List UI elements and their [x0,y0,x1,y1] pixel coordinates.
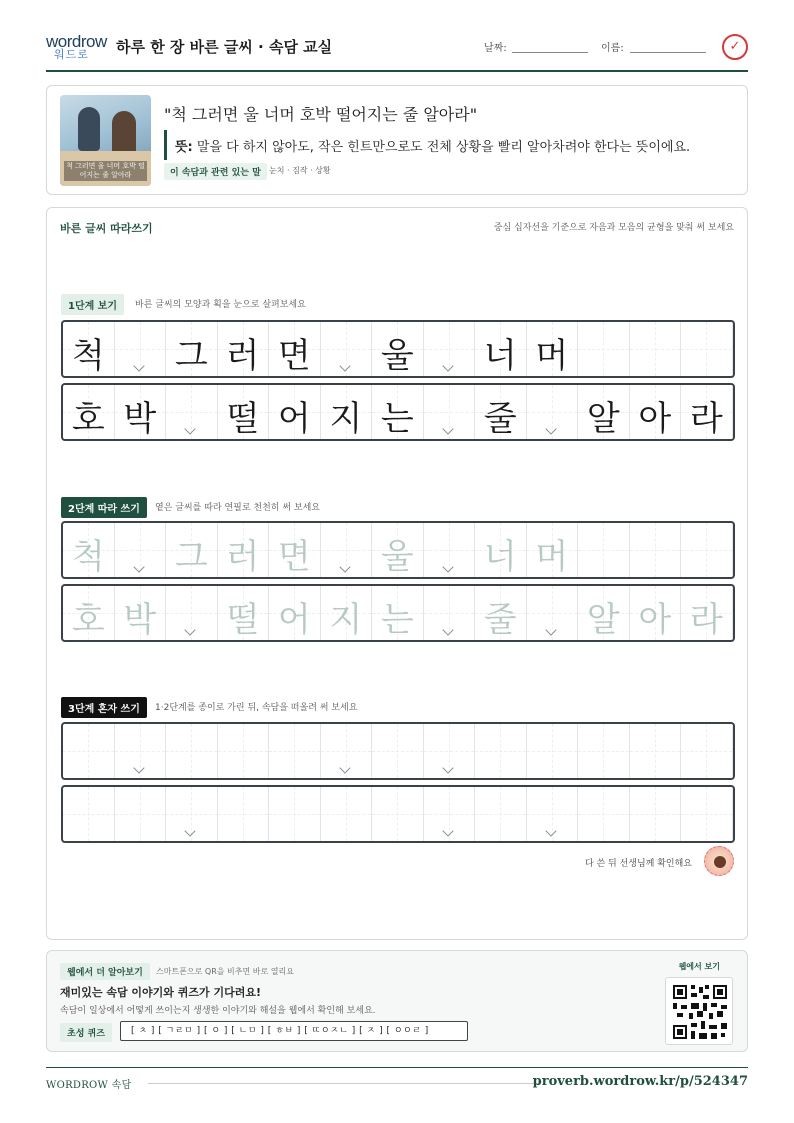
date-field[interactable] [512,52,588,53]
footer-url[interactable]: proverb.wordrow.kr/p/524347 [532,1074,748,1089]
space-mark-icon [135,563,145,573]
grid-char: 머 [535,336,569,376]
space-mark-icon [444,827,454,837]
qr-label: 웹에서 보기 [678,962,720,971]
proverb-illustration [60,95,151,186]
grid-char: 호 [71,399,105,439]
grid-cell[interactable] [527,586,579,640]
space-mark-icon [444,425,454,435]
grid-char: 러 [226,537,260,577]
grid-cell[interactable] [63,724,115,778]
grid-cell[interactable] [218,724,270,778]
grid-char: 줄 [483,600,517,640]
grid-cell[interactable] [372,724,424,778]
grid-cell[interactable] [424,523,476,577]
grid-cell [475,385,527,439]
step3-tag: 3단계 혼자 쓰기 [61,697,147,718]
space-mark-icon [341,764,351,774]
grid-char: 그 [174,537,208,577]
quiz-tag: 초성 퀴즈 [60,1023,112,1042]
grid-cell [115,385,167,439]
grid-cell [475,322,527,376]
grid-cell[interactable] [269,787,321,841]
grid-cell [578,322,630,376]
grid-cell[interactable] [475,586,527,640]
grid-cell[interactable] [321,523,373,577]
space-mark-icon [547,425,557,435]
grid-cell [115,322,167,376]
grid-cell[interactable] [321,787,373,841]
grid-char: 지 [329,399,363,439]
grid-char: 지 [329,600,363,640]
grid-cell[interactable] [475,724,527,778]
grid-cell[interactable] [115,586,167,640]
meaning-accent-bar [164,130,167,160]
practice-section [46,207,748,940]
grid-cell [269,385,321,439]
grid-cell[interactable] [630,724,682,778]
grid-char: 떨 [226,600,260,640]
grid-cell [63,385,115,439]
space-mark-icon [444,626,454,636]
grid-cell[interactable] [681,586,733,640]
step1-tag: 1단계 보기 [61,294,124,315]
grid-cell [321,385,373,439]
grid-cell [630,322,682,376]
grid-cell[interactable] [115,787,167,841]
grid-char: 박 [123,600,157,640]
grid-cell[interactable] [218,787,270,841]
grid-char: 머 [535,537,569,577]
grid-cell [166,322,218,376]
grid-cell[interactable] [630,787,682,841]
page-title: 하루 한 장 바른 글씨 · 속담 교실 [116,38,333,56]
grid-cell[interactable] [269,586,321,640]
grid-cell [218,322,270,376]
grid-cell [527,322,579,376]
grid-char: 라 [689,399,723,439]
grid-char: 떨 [226,399,260,439]
footer-rule [148,1083,538,1084]
grid-cell[interactable] [681,724,733,778]
space-mark-icon [341,362,351,372]
grid-cell[interactable] [630,523,682,577]
practice-title: 바른 글씨 따라쓰기 [60,222,153,235]
grid-cell [424,322,476,376]
grid-char: 너 [483,336,517,376]
footer-divider [46,1067,748,1068]
proverb-meaning [175,136,690,155]
grid-cell [218,385,270,439]
step2-tag: 2단계 따라 쓰기 [61,497,147,518]
grid-char: 너 [483,537,517,577]
meaning-label: 뜻: [175,140,193,155]
grid-cell [681,322,733,376]
grid-cell [372,322,424,376]
grid-char: 줄 [483,399,517,439]
related-words-tag: 이 속담과 관련 있는 말 [164,163,267,180]
grid-cell[interactable] [475,787,527,841]
space-mark-icon [186,827,196,837]
step1-row-2 [61,383,735,441]
grid-cell[interactable] [218,523,270,577]
web-section [46,950,748,1052]
space-mark-icon [135,362,145,372]
space-mark-icon [135,764,145,774]
space-mark-icon [341,563,351,573]
web-tag: 웹에서 더 알아보기 [60,963,150,980]
grid-cell[interactable] [372,787,424,841]
grid-cell[interactable] [166,523,218,577]
qr-code-icon [673,985,727,1039]
grid-cell [63,322,115,376]
name-label: 이름: [601,43,624,54]
practice-hint: 중심 십자선을 기준으로 자음과 모음의 균형을 맞춰 써 보세요 [493,223,734,233]
grid-cell[interactable] [527,523,579,577]
grid-cell[interactable] [424,787,476,841]
grid-cell[interactable] [372,586,424,640]
grid-cell [681,385,733,439]
chosung-quiz: [ ㅊ ] [ ㄱㄹㅁ ] [ ㅇ ] [ ㄴㅁ ] [ ㅎㅂ ] [ ㄸㅇㅈㄴ ] [ ㅈ ] [ ㅇㅇㄹ ] [120,1021,468,1041]
step2-hint: 옅은 글씨를 따라 연필로 천천히 써 보세요 [155,503,320,513]
check-stamp-icon: ✓ [722,34,748,60]
grid-cell [269,322,321,376]
grid-char: 러 [226,336,260,376]
grid-char: 그 [174,336,208,376]
logo-korean: 워드로 [54,48,89,61]
grid-cell [527,385,579,439]
grid-char: 박 [123,399,157,439]
grid-char: 울 [380,537,414,577]
space-mark-icon [444,764,454,774]
step1-row-1 [61,320,735,378]
wordrow-logo [46,32,108,62]
proverb-card [46,85,748,195]
footer-brand: WORDROW 속담 [46,1080,132,1091]
grid-cell[interactable] [166,724,218,778]
grid-cell [578,385,630,439]
grid-cell[interactable] [681,523,733,577]
grid-cell[interactable] [578,586,630,640]
step1-hint: 바른 글씨의 모양과 획을 눈으로 살펴보세요 [135,300,306,310]
illustration-caption: 척 그러면 울 너머 호박 떨어지는 줄 알아라 [64,161,147,181]
step3-row-2[interactable] [61,785,735,843]
grid-cell[interactable] [630,586,682,640]
grid-char: 어 [277,399,311,439]
name-field[interactable] [630,52,706,53]
space-mark-icon [186,425,196,435]
grid-char: 알 [586,399,620,439]
space-mark-icon [444,362,454,372]
teacher-sticker-icon [704,846,734,876]
meaning-text: 말을 다 하지 않아도, 작은 힌트만으로도 전체 상황을 빨리 알아차려야 한다는 뜻이에요. [192,140,691,155]
grid-cell [372,385,424,439]
proverb-text: "척 그러면 울 너머 호박 떨어지는 줄 알아라" [164,105,478,124]
grid-cell [166,385,218,439]
grid-char: 라 [689,600,723,640]
figure-boy [78,107,100,151]
grid-cell[interactable] [578,724,630,778]
space-mark-icon [186,626,196,636]
grid-cell[interactable] [321,586,373,640]
grid-cell[interactable] [321,724,373,778]
related-words: 눈치 · 짐작 · 상황 [269,166,331,175]
space-mark-icon [444,563,454,573]
grid-cell[interactable] [218,586,270,640]
grid-char: 아 [638,399,672,439]
grid-cell[interactable] [115,724,167,778]
space-mark-icon [547,827,557,837]
grid-char: 어 [277,600,311,640]
grid-cell[interactable] [115,523,167,577]
grid-char: 면 [277,336,311,376]
grid-cell[interactable] [527,724,579,778]
grid-char: 척 [71,537,105,577]
grid-cell[interactable] [578,787,630,841]
teacher-confirm-text: 다 쓴 뒤 선생님께 확인해요 [584,859,692,869]
step2-row-2[interactable] [61,584,735,642]
web-heading: 재미있는 속담 이야기와 퀴즈가 기다려요! [60,986,261,999]
grid-char: 아 [638,600,672,640]
grid-cell[interactable] [681,787,733,841]
grid-cell[interactable] [424,586,476,640]
grid-char: 척 [71,336,105,376]
page-header [46,30,748,72]
web-description: 속담이 일상에서 어떻게 쓰이는지 생생한 이야기와 해설을 웹에서 확인해 보세요. [60,1006,376,1016]
logo-wordmark: wordrow [46,32,107,51]
step3-hint: 1·2단계를 종이로 가린 뒤, 속담을 떠올려 써 보세요 [155,703,358,713]
step2-row-1[interactable] [61,521,735,579]
grid-char: 는 [380,600,414,640]
grid-cell[interactable] [372,523,424,577]
grid-cell[interactable] [166,787,218,841]
grid-cell [321,322,373,376]
space-mark-icon [547,626,557,636]
grid-cell[interactable] [166,586,218,640]
grid-cell[interactable] [424,724,476,778]
grid-cell[interactable] [63,787,115,841]
grid-cell [424,385,476,439]
grid-cell[interactable] [269,523,321,577]
grid-char: 호 [71,600,105,640]
grid-cell[interactable] [527,787,579,841]
grid-cell [630,385,682,439]
step3-row-1[interactable] [61,722,735,780]
grid-char: 면 [277,537,311,577]
grid-cell[interactable] [269,724,321,778]
grid-cell[interactable] [63,523,115,577]
grid-cell[interactable] [578,523,630,577]
date-label: 날짜: [484,43,507,54]
grid-char: 알 [586,600,620,640]
grid-char: 는 [380,399,414,439]
teacher-face [714,856,726,868]
web-tag-hint: 스마트폰으로 QR을 비추면 바로 열리요 [156,967,294,976]
grid-char: 울 [380,336,414,376]
grid-cell[interactable] [475,523,527,577]
grid-cell[interactable] [63,586,115,640]
qr-code[interactable] [665,977,733,1045]
